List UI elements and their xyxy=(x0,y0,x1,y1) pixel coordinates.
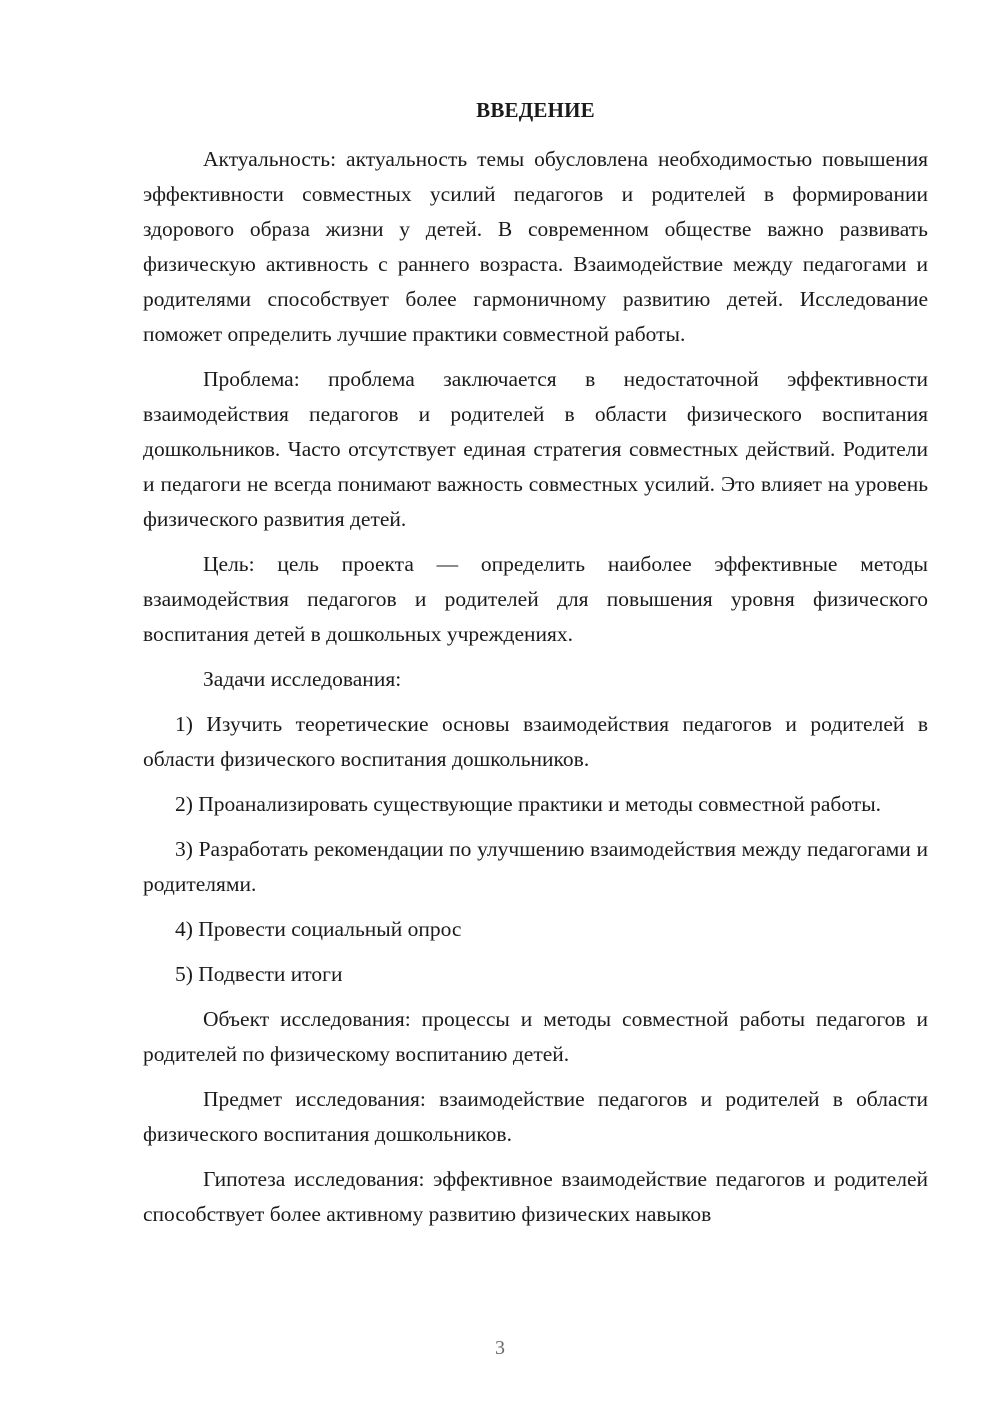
tasks-title: Задачи исследования: xyxy=(203,667,402,691)
relevance-paragraph: Актуальность: актуальность темы обусловлена необходимостью повышения эффективности совместных усилий педагогов и родителей в формировании здорового образа жизни у детей. В современном обществе важно развивать физическую активность с раннего возраста. Взаимодействие между педагогами и родителями способствует более гармоничному развитию детей. Исследование поможет определить лучшие практики совместной работы. xyxy=(143,147,928,346)
task-item-3: 3) Разработать рекомендации по улучшению взаимодействия между педагогами и родителями. xyxy=(143,837,928,896)
subject-paragraph: Предмет исследования: взаимодействие педагогов и родителей в области физического воспитания дошкольников. xyxy=(143,1087,928,1146)
object-paragraph: Объект исследования: процессы и методы совместной работы педагогов и родителей по физическому воспитанию детей. xyxy=(143,1007,928,1066)
task-item-4: 4) Провести социальный опрос xyxy=(175,917,462,941)
hypothesis-paragraph: Гипотеза исследования: эффективное взаимодействие педагогов и родителей способствует более активному развитию физических навыков xyxy=(143,1167,928,1226)
page-heading: ВВЕДЕНИЕ xyxy=(476,98,595,122)
task-item-2: 2) Проанализировать существующие практики и методы совместной работы. xyxy=(175,792,882,816)
task-item-5: 5) Подвести итоги xyxy=(175,962,343,986)
document-page xyxy=(143,96,928,1242)
task-item-1: 1) Изучить теоретические основы взаимодействия педагогов и родителей в области физического воспитания дошкольников. xyxy=(143,712,928,771)
goal-paragraph: Цель: цель проекта — определить наиболее эффективные методы взаимодействия педагогов и родителей для повышения уровня физического воспитания детей в дошкольных учреждениях. xyxy=(143,552,928,646)
page-number: 3 xyxy=(495,1337,505,1359)
problem-paragraph: Проблема: проблема заключается в недостаточной эффективности взаимодействия педагогов и родителей в области физического воспитания дошкольников. Часто отсутствует единая стратегия совместных действий. Родители и педагоги не всегда понимают важность совместных усилий. Это влияет на уровень физического развития детей. xyxy=(143,367,928,531)
